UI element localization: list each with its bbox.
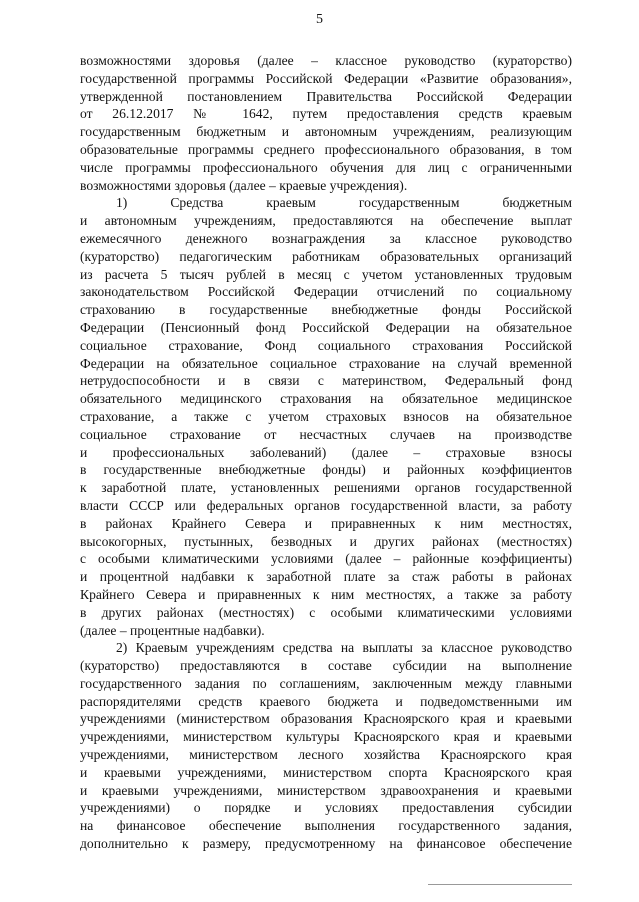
text-line: нетрудоспособности и в связи с материнством, Федеральный фонд (80, 373, 572, 389)
text-line: и краевыми учреждениями, министерством здравоохранения и краевыми (80, 782, 572, 798)
text-line: в других районах (местностях) с особыми климатическими условиями (80, 604, 572, 620)
text-line: власти СССР или федеральных органов государственной власти, за работу (80, 497, 572, 513)
text-line: возможностями здоровья (далее – классное руководство (кураторство) (80, 53, 572, 68)
text-line: учреждениями) о порядке и условиях предоставления субсидии (80, 800, 572, 816)
text-line: возможностями здоровья (далее – краевые учреждения). (80, 177, 408, 193)
text-line: социальное страхование, Фонд социального страхования Российской (80, 337, 572, 353)
text-line: на финансовое обеспечение выполнения государственного задания, (80, 818, 572, 834)
text-line: ежемесячного денежного вознаграждения за классное руководство (80, 230, 572, 246)
text-line: социальное страхование от несчастных случаев на производстве (80, 426, 572, 442)
footer-rule (428, 884, 572, 885)
text-line: образовательные программы среднего профессионального образования, в том (80, 141, 572, 157)
text-line: учреждениями (министерством образования Красноярского края и краевыми (80, 711, 572, 727)
text-line: учреждениями, министерством лесного хозяйства Красноярского края (80, 747, 572, 763)
text-line: и автономным учреждениям, предоставляются на обеспечение выплат (80, 213, 572, 229)
text-line: в государственные внебюджетные фонды) и районных коэффициентов (80, 462, 572, 478)
text-line: Федерации на обязательное социальное страхование на случай временной (80, 355, 572, 371)
text-line: (далее – процентные надбавки). (80, 622, 265, 638)
paragraph-item-1 (80, 194, 572, 639)
text-line: утвержденной постановлением Правительства Российской Федерации (80, 88, 572, 104)
text-line: Федерации (Пенсионный фонд Российской Федерации на обязательное (80, 319, 572, 335)
text-line: дополнительно к размеру, предусмотренному на финансовое обеспечение (80, 836, 572, 852)
text-line: и профессиональных заболеваний) (далее – страховые взносы (80, 444, 572, 460)
text-line: и процентной надбавки к заработной плате за стаж работы в районах (80, 569, 572, 585)
text-line: высокогорных, пустынных, безводных и других районах (местностях) (80, 533, 572, 549)
text-line: числе программы профессионального обучения для лиц с ограниченными (80, 159, 572, 175)
text-line: в районах Крайнего Севера и приравненных к ним местностях, (80, 515, 572, 531)
text-line: государственной программы Российской Федерации «Развитие образования», (80, 70, 572, 86)
text-line: (кураторство) педагогическим работникам образовательных организаций (80, 248, 572, 264)
document-body (80, 52, 572, 853)
paragraph-continuation (80, 52, 572, 194)
paragraph-item-2 (80, 639, 572, 853)
text-line: из расчета 5 тысяч рублей в месяц с учетом установленных трудовым (80, 266, 572, 282)
text-line: страхованию в государственные внебюджетные фонды Российской (80, 302, 572, 318)
text-line: с особыми климатическими условиями (далее – районные коэффициенты) (80, 551, 572, 567)
text-line: законодательством Российской Федерации отчислений по социальному (80, 284, 572, 300)
text-line: и краевыми учреждениями, министерством спорта Красноярского края (80, 764, 572, 780)
text-line: 2) Краевым учреждениям средства на выплаты за классное руководство (116, 640, 572, 656)
text-line: страхование, а также с учетом страховых взносов на обязательное (80, 408, 572, 424)
text-line: от 26.12.2017 № 1642, путем предоставления средств краевым (80, 106, 572, 122)
text-line: обязательного медицинского страхования на обязательное медицинское (80, 391, 572, 407)
text-line: государственным бюджетным и автономным учреждениям, реализующим (80, 124, 572, 140)
text-line: 1) Средства краевым государственным бюджетным (116, 195, 572, 211)
text-line: к заработной плате, установленных решениями органов государственной (80, 480, 572, 496)
text-line: (кураторство) предоставляются в составе субсидии на выполнение (80, 658, 572, 674)
text-line: Крайнего Севера и приравненных к ним местностях, а также за работу (80, 586, 572, 602)
text-line: государственного задания по соглашениям, заключенным между главными (80, 675, 572, 691)
page-number: 5 (316, 12, 323, 27)
text-line: учреждениями, министерством культуры Красноярского края и краевыми (80, 729, 572, 745)
text-line: распорядителями средств краевого бюджета и подведомственными им (80, 693, 572, 709)
